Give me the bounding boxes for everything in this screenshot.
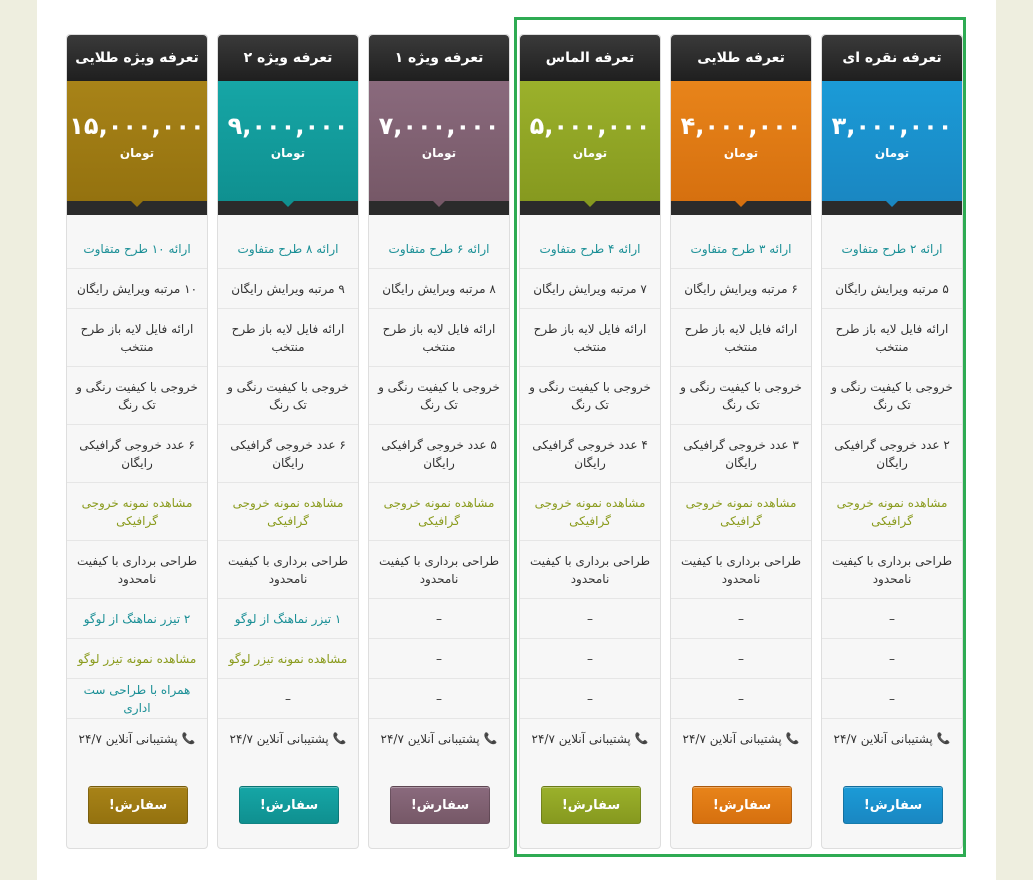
feature-item	[822, 269, 962, 309]
phone-icon: 📞	[634, 732, 649, 745]
feature-text: خروجی با کیفیت رنگی و تک رنگ	[529, 379, 651, 412]
plan-currency: تومان	[119, 146, 155, 160]
feature-text: پشتیبانی آنلاین ۲۴/۷	[531, 732, 631, 746]
plan-title: تعرفه ویژه ۲	[218, 35, 358, 81]
feature-item	[520, 229, 660, 269]
feature-item	[520, 483, 660, 541]
feature-text: –	[587, 691, 593, 706]
plan-price: ۹,۰۰۰,۰۰۰	[227, 112, 349, 140]
feature-text: ارائه ۶ طرح متفاوت	[388, 241, 490, 256]
feature-item	[67, 639, 207, 679]
feature-item	[822, 599, 962, 639]
feature-text: ارائه فایل لایه باز طرح منتخب	[382, 321, 496, 354]
feature-item	[218, 229, 358, 269]
feature-text: طراحی برداری با کیفیت نامحدود	[228, 553, 348, 586]
price-divider	[520, 201, 660, 215]
feature-text: مشاهده نمونه خروجی گرافیکی	[534, 495, 646, 528]
feature-text: خروجی با کیفیت رنگی و تک رنگ	[227, 379, 349, 412]
feature-text: –	[587, 611, 593, 626]
feature-list	[520, 229, 660, 759]
feature-item	[218, 599, 358, 639]
feature-item	[369, 425, 509, 483]
feature-text: –	[436, 651, 442, 666]
feature-item	[520, 679, 660, 719]
feature-text: ۶ عدد خروجی گرافیکی رایگان	[79, 437, 195, 470]
feature-text: طراحی برداری با کیفیت نامحدود	[77, 553, 197, 586]
feature-text: طراحی برداری با کیفیت نامحدود	[832, 553, 952, 586]
plan-title: تعرفه نقره ای	[822, 35, 962, 81]
feature-text: طراحی برداری با کیفیت نامحدود	[530, 553, 650, 586]
feature-text: ارائه فایل لایه باز طرح منتخب	[231, 321, 345, 354]
feature-text: ۵ عدد خروجی گرافیکی رایگان	[381, 437, 497, 470]
pricing-plan	[217, 34, 359, 849]
price-divider	[67, 201, 207, 215]
plan-price-box	[67, 81, 207, 201]
plan-price-box	[822, 81, 962, 201]
feature-item	[218, 679, 358, 719]
plan-price: ۱۵,۰۰۰,۰۰۰	[69, 112, 205, 140]
feature-item	[218, 309, 358, 367]
plan-price: ۵,۰۰۰,۰۰۰	[529, 112, 651, 140]
feature-item	[671, 367, 811, 425]
feature-item	[671, 719, 811, 759]
feature-text: مشاهده نمونه خروجی گرافیکی	[685, 495, 797, 528]
feature-text: ۱۰ مرتبه ویرایش رایگان	[76, 281, 198, 296]
feature-item	[520, 541, 660, 599]
feature-text: ۲ تیزر نماهنگ از لوگو	[83, 611, 191, 626]
feature-item	[369, 599, 509, 639]
order-button[interactable]: سفارش!	[692, 786, 792, 824]
feature-item	[520, 367, 660, 425]
feature-text: مشاهده نمونه خروجی گرافیکی	[232, 495, 344, 528]
feature-text: –	[738, 691, 744, 706]
feature-text: ارائه ۳ طرح متفاوت	[690, 241, 792, 256]
feature-item	[671, 269, 811, 309]
plan-price-box	[671, 81, 811, 201]
feature-item	[67, 719, 207, 759]
phone-icon: 📞	[332, 732, 347, 745]
phone-icon: 📞	[181, 732, 196, 745]
feature-item	[67, 599, 207, 639]
feature-item	[67, 483, 207, 541]
feature-text: ارائه فایل لایه باز طرح منتخب	[835, 321, 949, 354]
feature-item	[218, 719, 358, 759]
feature-text: خروجی با کیفیت رنگی و تک رنگ	[831, 379, 953, 412]
feature-text: طراحی برداری با کیفیت نامحدود	[681, 553, 801, 586]
feature-text: مشاهده نمونه خروجی گرافیکی	[383, 495, 495, 528]
feature-text: مشاهده نمونه خروجی گرافیکی	[836, 495, 948, 528]
price-divider	[218, 201, 358, 215]
feature-text: ارائه فایل لایه باز طرح منتخب	[80, 321, 194, 354]
feature-item	[369, 541, 509, 599]
plan-title: تعرفه ویژه ۱	[369, 35, 509, 81]
feature-item	[67, 679, 207, 719]
feature-text: طراحی برداری با کیفیت نامحدود	[379, 553, 499, 586]
feature-text: مشاهده نمونه تیزر لوگو	[77, 651, 197, 666]
feature-text: –	[436, 611, 442, 626]
feature-text: ارائه ۸ طرح متفاوت	[237, 241, 339, 256]
order-button[interactable]: سفارش!	[843, 786, 943, 824]
feature-item	[520, 269, 660, 309]
feature-list	[369, 229, 509, 759]
feature-item	[520, 639, 660, 679]
feature-item	[369, 269, 509, 309]
feature-item	[671, 679, 811, 719]
feature-item	[369, 719, 509, 759]
feature-item	[218, 367, 358, 425]
feature-text: خروجی با کیفیت رنگی و تک رنگ	[680, 379, 802, 412]
feature-item	[520, 309, 660, 367]
feature-item	[822, 483, 962, 541]
feature-item	[822, 541, 962, 599]
feature-text: –	[738, 611, 744, 626]
feature-item	[218, 425, 358, 483]
feature-text: پشتیبانی آنلاین ۲۴/۷	[229, 732, 329, 746]
pricing-plan	[368, 34, 510, 849]
feature-item	[671, 309, 811, 367]
plan-currency: تومان	[572, 146, 608, 160]
feature-item	[822, 719, 962, 759]
feature-list	[67, 229, 207, 759]
plan-title: تعرفه طلایی	[671, 35, 811, 81]
feature-text: خروجی با کیفیت رنگی و تک رنگ	[76, 379, 198, 412]
feature-item	[67, 425, 207, 483]
phone-icon: 📞	[785, 732, 800, 745]
phone-icon: 📞	[483, 732, 498, 745]
feature-text: ارائه ۴ طرح متفاوت	[539, 241, 641, 256]
feature-item	[67, 229, 207, 269]
feature-text: مشاهده نمونه تیزر لوگو	[228, 651, 348, 666]
feature-text: –	[436, 691, 442, 706]
price-divider	[369, 201, 509, 215]
feature-text: ۴ عدد خروجی گرافیکی رایگان	[532, 437, 648, 470]
feature-item	[218, 269, 358, 309]
feature-text: پشتیبانی آنلاین ۲۴/۷	[78, 732, 178, 746]
feature-text: پشتیبانی آنلاین ۲۴/۷	[833, 732, 933, 746]
feature-item	[822, 309, 962, 367]
feature-item	[671, 483, 811, 541]
pricing-table	[66, 34, 963, 849]
feature-item	[67, 367, 207, 425]
order-button[interactable]: سفارش!	[541, 786, 641, 824]
feature-text: همراه با طراحی ست اداری	[83, 682, 191, 715]
price-divider	[671, 201, 811, 215]
plan-price: ۴,۰۰۰,۰۰۰	[680, 112, 802, 140]
feature-item	[671, 425, 811, 483]
feature-text: ۶ عدد خروجی گرافیکی رایگان	[230, 437, 346, 470]
feature-text: پشتیبانی آنلاین ۲۴/۷	[682, 732, 782, 746]
feature-text: ارائه فایل لایه باز طرح منتخب	[684, 321, 798, 354]
feature-item	[671, 541, 811, 599]
feature-item	[369, 679, 509, 719]
pricing-plan	[670, 34, 812, 849]
feature-text: –	[889, 611, 895, 626]
plan-currency: تومان	[270, 146, 306, 160]
plan-price: ۳,۰۰۰,۰۰۰	[831, 112, 953, 140]
feature-text: ۶ مرتبه ویرایش رایگان	[684, 281, 798, 296]
plan-title: تعرفه الماس	[520, 35, 660, 81]
feature-text: ۳ عدد خروجی گرافیکی رایگان	[683, 437, 799, 470]
plan-price-box	[520, 81, 660, 201]
feature-item	[671, 599, 811, 639]
feature-list	[822, 229, 962, 759]
feature-item	[822, 639, 962, 679]
feature-item	[369, 309, 509, 367]
feature-item	[520, 599, 660, 639]
feature-item	[67, 309, 207, 367]
feature-list	[218, 229, 358, 759]
feature-text: ۲ عدد خروجی گرافیکی رایگان	[834, 437, 950, 470]
feature-text: –	[587, 651, 593, 666]
feature-item	[822, 425, 962, 483]
feature-item	[369, 639, 509, 679]
feature-list	[671, 229, 811, 759]
feature-text: ۷ مرتبه ویرایش رایگان	[533, 281, 647, 296]
feature-text: مشاهده نمونه خروجی گرافیکی	[81, 495, 193, 528]
feature-text: ۱ تیزر نماهنگ از لوگو	[234, 611, 342, 626]
order-button[interactable]: سفارش!	[88, 786, 188, 824]
plan-currency: تومان	[723, 146, 759, 160]
pricing-plan	[821, 34, 963, 849]
feature-text: –	[889, 691, 895, 706]
plan-currency: تومان	[421, 146, 457, 160]
feature-item	[218, 541, 358, 599]
pricing-plan	[519, 34, 661, 849]
feature-item	[67, 269, 207, 309]
plan-currency: تومان	[874, 146, 910, 160]
feature-item	[369, 483, 509, 541]
feature-text: ارائه ۲ طرح متفاوت	[841, 241, 943, 256]
phone-icon: 📞	[936, 732, 951, 745]
plan-price-box	[369, 81, 509, 201]
feature-text: ارائه فایل لایه باز طرح منتخب	[533, 321, 647, 354]
feature-text: ۵ مرتبه ویرایش رایگان	[835, 281, 949, 296]
feature-item	[822, 679, 962, 719]
pricing-plan	[66, 34, 208, 849]
feature-text: –	[738, 651, 744, 666]
feature-item	[218, 639, 358, 679]
plan-title: تعرفه ویژه طلایی	[67, 35, 207, 81]
feature-item	[369, 229, 509, 269]
feature-item	[369, 367, 509, 425]
feature-item	[520, 425, 660, 483]
order-button[interactable]: سفارش!	[239, 786, 339, 824]
feature-text: پشتیبانی آنلاین ۲۴/۷	[380, 732, 480, 746]
feature-item	[822, 229, 962, 269]
order-button[interactable]: سفارش!	[390, 786, 490, 824]
price-divider	[822, 201, 962, 215]
feature-item	[67, 541, 207, 599]
feature-text: –	[285, 691, 291, 706]
feature-item	[520, 719, 660, 759]
feature-item	[671, 639, 811, 679]
feature-text: ارائه ۱۰ طرح متفاوت	[83, 241, 191, 256]
feature-text: خروجی با کیفیت رنگی و تک رنگ	[378, 379, 500, 412]
feature-text: ۸ مرتبه ویرایش رایگان	[382, 281, 496, 296]
feature-item	[671, 229, 811, 269]
feature-text: –	[889, 651, 895, 666]
plan-price-box	[218, 81, 358, 201]
feature-item	[822, 367, 962, 425]
plan-price: ۷,۰۰۰,۰۰۰	[378, 112, 500, 140]
feature-text: ۹ مرتبه ویرایش رایگان	[231, 281, 345, 296]
feature-item	[218, 483, 358, 541]
